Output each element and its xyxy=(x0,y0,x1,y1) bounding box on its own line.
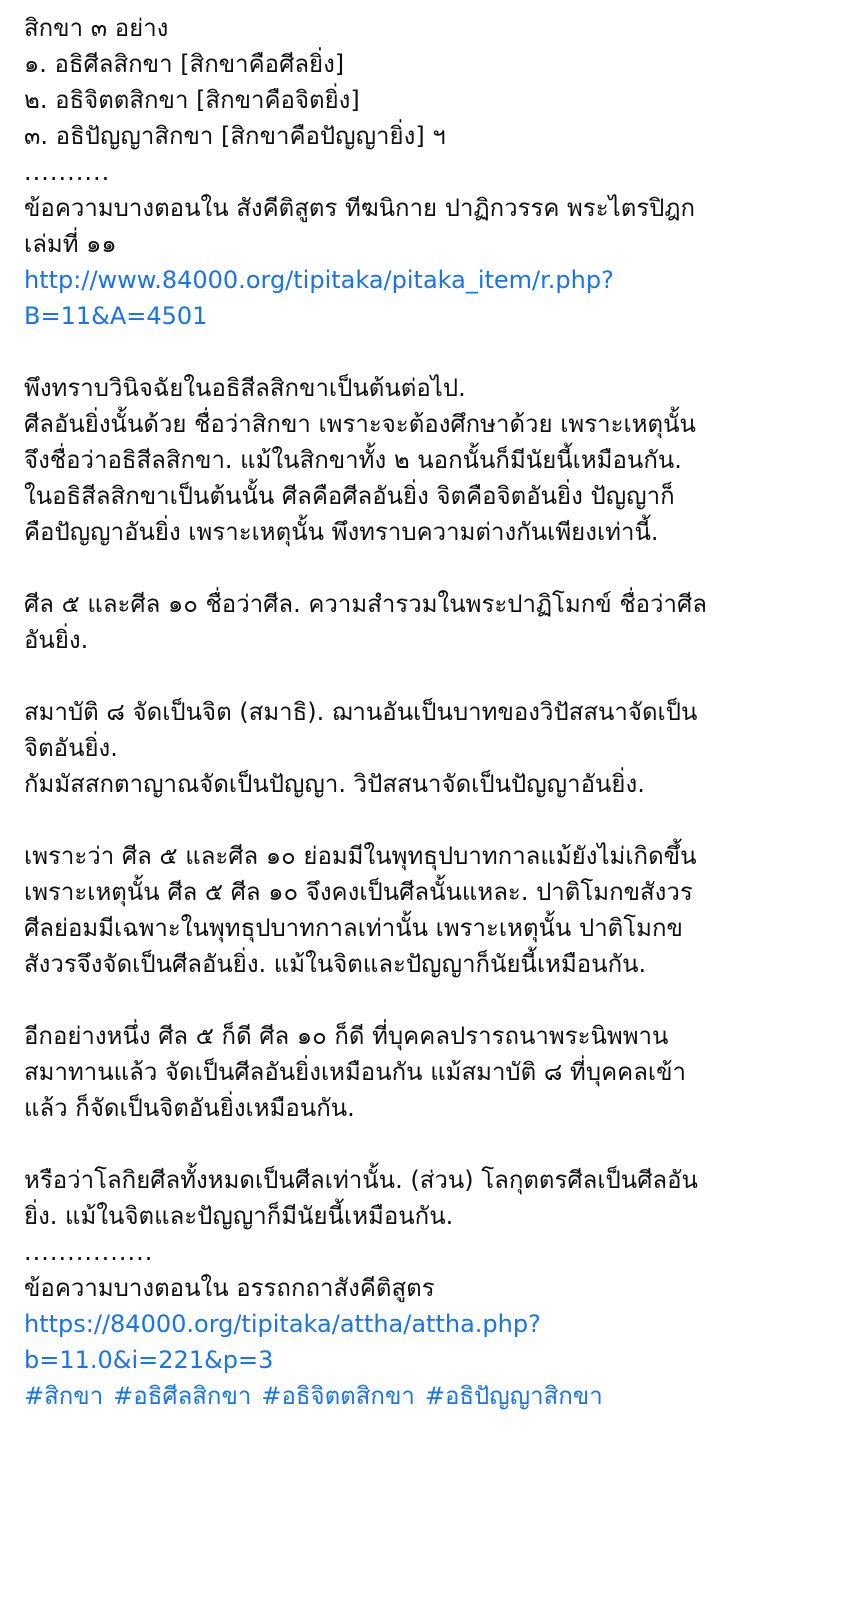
source-text: เล่มที่ ๑๑ xyxy=(24,230,117,258)
paragraph-line: อีกอย่างหนึ่ง ศีล ๕ ก็ดี ศีล ๑๐ ก็ดี ที่บุคคลปรารถนาพระนิพพาน xyxy=(24,1022,669,1050)
post-title: สิกขา ๓ อย่าง xyxy=(24,14,169,42)
paragraph-line: สมาทานแล้ว จัดเป็นศีลอันยิ่งเหมือนกัน แม้สมาบัติ ๘ ที่บุคคลเข้า xyxy=(24,1058,686,1086)
source-link[interactable]: http://www.84000.org/tipitaka/pitaka_item/r.php? xyxy=(24,266,614,294)
paragraph-line: ศีลอันยิ่งนั้นด้วย ชื่อว่าสิกขา เพราะจะต้องศึกษาด้วย เพราะเหตุนั้น xyxy=(24,410,696,438)
paragraph-gap xyxy=(24,802,840,838)
hashtag-link[interactable]: #อธิจิตตสิกขา xyxy=(261,1382,415,1410)
paragraph-line: หรือว่าโลกิยศีลทั้งหมดเป็นศีลเท่านั้น. (ส่วน) โลกุตตรศีลเป็นศีลอัน xyxy=(24,1166,698,1194)
hashtag-link[interactable]: #อธิปัญญาสิกขา xyxy=(424,1382,603,1410)
list-item: ๒. อธิจิตตสิกขา [สิกขาคือจิตยิ่ง] xyxy=(24,86,360,114)
hashtag-row xyxy=(24,1378,840,1414)
hashtag-link[interactable]: #อธิศีลสิกขา xyxy=(113,1382,252,1410)
paragraph-gap xyxy=(24,658,840,694)
paragraph-line: ศีลย่อมมีเฉพาะในพุทธุปบาทกาลเท่านั้น เพราะเหตุนั้น ปาติโมกข xyxy=(24,914,683,942)
list-item: ๓. อธิปัญญาสิกขา [สิกขาคือปัญญายิ่ง] ฯ xyxy=(24,122,446,150)
paragraph-line: ในอธิสีลสิกขาเป็นต้นนั้น ศีลคือศีลอันยิ่ง จิตคือจิตอันยิ่ง ปัญญาก็ xyxy=(24,482,675,510)
separator: .......... xyxy=(24,158,111,186)
paragraph-line: คือปัญญาอันยิ่ง เพราะเหตุนั้น พึงทราบความต่างกันเพียงเท่านี้. xyxy=(24,518,659,546)
paragraph-line: พึงทราบวินิจฉัยในอธิสีลสิกขาเป็นต้นต่อไป. xyxy=(24,374,466,402)
paragraph-gap xyxy=(24,334,840,370)
separator: ............... xyxy=(24,1238,154,1266)
paragraph-line: สมาบัติ ๘ จัดเป็นจิต (สมาธิ). ฌานอันเป็นบาทของวิปัสสนาจัดเป็น xyxy=(24,698,698,726)
source-link[interactable]: b=11.0&i=221&p=3 xyxy=(24,1346,274,1374)
paragraph-gap xyxy=(24,982,840,1018)
source-text: ข้อความบางตอนใน อรรถกถาสังคีติสูตร xyxy=(24,1274,435,1302)
paragraph-line: สังวรจึงจัดเป็นศีลอันยิ่ง. แม้ในจิตและปัญญาก็นัยนี้เหมือนกัน. xyxy=(24,950,647,978)
paragraph-line: เพราะว่า ศีล ๕ และศีล ๑๐ ย่อมมีในพุทธุปบาทกาลแม้ยังไม่เกิดขึ้น xyxy=(24,842,697,870)
paragraph-line: แล้ว ก็จัดเป็นจิตอันยิ่งเหมือนกัน. xyxy=(24,1094,355,1122)
paragraph-line: ศีล ๕ และศีล ๑๐ ชื่อว่าศีล. ความสำรวมในพระปาฏิโมกข์ ชื่อว่าศีล xyxy=(24,590,707,618)
paragraph-line: จิตอันยิ่ง. xyxy=(24,734,118,762)
hashtag-link[interactable]: #สิกขา xyxy=(24,1382,104,1410)
paragraph-gap xyxy=(24,550,840,586)
paragraph-line: เพราะเหตุนั้น ศีล ๕ ศีล ๑๐ จึงคงเป็นศีลนั้นแหละ. ปาติโมกขสังวร xyxy=(24,878,693,906)
paragraph-line: ยิ่ง. แม้ในจิตและปัญญาก็มีนัยนี้เหมือนกัน. xyxy=(24,1202,454,1230)
source-text: ข้อความบางตอนใน สังคีติสูตร ทีฆนิกาย ปาฏิกวรรค พระไตรปิฎก xyxy=(24,194,696,222)
paragraph-line: จึงชื่อว่าอธิสีลสิกขา. แม้ในสิกขาทั้ง ๒ นอกนั้นก็มีนัยนี้เหมือนกัน. xyxy=(24,446,682,474)
paragraph-line: กัมมัสสกตาญาณจัดเป็นปัญญา. วิปัสสนาจัดเป็นปัญญาอันยิ่ง. xyxy=(24,770,645,798)
list-item: ๑. อธิศีลสิกขา [สิกขาคือศีลยิ่ง] xyxy=(24,50,345,78)
source-link[interactable]: https://84000.org/tipitaka/attha/attha.php? xyxy=(24,1310,541,1338)
paragraph-gap xyxy=(24,1126,840,1162)
paragraph-line: อันยิ่ง. xyxy=(24,626,89,654)
source-link[interactable]: B=11&A=4501 xyxy=(24,302,208,330)
